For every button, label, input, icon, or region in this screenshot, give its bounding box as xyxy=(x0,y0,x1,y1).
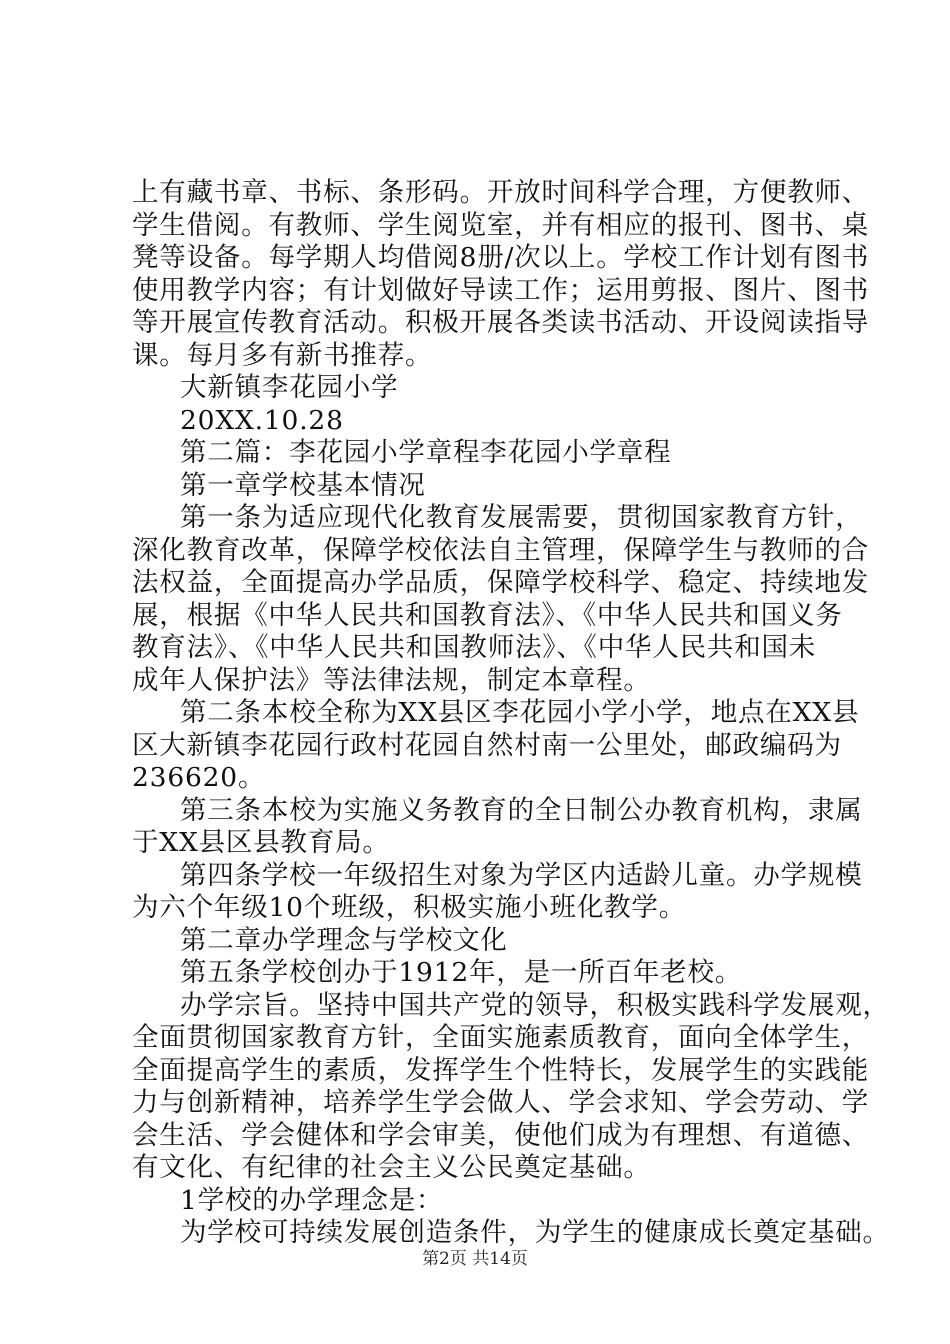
text-line: 上有藏书章、书标、条形码。开放时间科学合理，方便教师、 xyxy=(132,177,870,208)
signature-date: 20XX.10.28 xyxy=(180,404,344,436)
text-line: 会生活、学会健体和学会审美，使他们成为有理想、有道德、 xyxy=(132,1119,870,1151)
text-line: 全面提高学生的素质，发挥学生个性特长，发展学生的实践能 xyxy=(132,1054,870,1086)
text-line: 课。每月多有新书推荐。 xyxy=(132,339,433,371)
text-line: 等开展宣传教育活动。积极开展各类读书活动、开设阅读指导 xyxy=(132,307,870,338)
text-line: 展，根据《中华人民共和国教育法》、《中华人民共和国义务 xyxy=(132,599,843,631)
text-line: 深化教育改革，保障学校依法自主管理，保障学生与教师的合 xyxy=(132,534,870,566)
text-line: 为学校可持续发展创造条件，为学生的健康成长奠定基础。 xyxy=(180,1217,890,1248)
text-line: 第二条本校全称为XX县区李花园小学小学，地点在XX县 xyxy=(180,697,860,728)
text-line: 成年人保护法》等法律法规，制定本章程。 xyxy=(132,664,651,696)
text-line: 有文化、有纪律的社会主义公民奠定基础。 xyxy=(132,1152,651,1183)
text-line: 区大新镇李花园行政村花园自然村南一公里处，邮政编码为 xyxy=(132,729,842,761)
chapter-heading: 第一章学校基本情况 xyxy=(180,469,426,501)
page-footer: 第2页 共14页 xyxy=(422,1249,528,1269)
text-line: 第一条为适应现代化教育发展需要，贯彻国家教育方针， xyxy=(180,502,863,533)
text-line: 于XX县区县教育局。 xyxy=(132,827,390,858)
text-line: 1学校的办学理念是： xyxy=(180,1184,444,1216)
text-line: 第五条学校创办于1912年，是一所百年老校。 xyxy=(180,957,743,988)
text-line: 力与创新精神，培养学生学会做人、学会求知、学会劳动、学 xyxy=(132,1087,870,1118)
chapter-heading: 第二章办学理念与学校文化 xyxy=(180,924,508,956)
signature-school: 大新镇李花园小学 xyxy=(180,372,399,403)
text-line: 第三条本校为实施义务教育的全日制公办教育机构，隶属 xyxy=(180,794,863,826)
text-line: 使用教学内容；有计划做好导读工作；运用剪报、图片、图书 xyxy=(132,274,870,306)
text-line: 办学宗旨。坚持中国共产党的领导，积极实践科学发展观， xyxy=(180,989,890,1021)
text-line: 法权益，全面提高办学品质，保障学校科学、稳定、持续地发 xyxy=(132,567,870,598)
section-title: 第二篇：李花园小学章程李花园小学章程 xyxy=(180,437,672,468)
text-line: 凳等设备。每学期人均借阅8册/次以上。学校工作计划有图书 xyxy=(132,242,870,273)
text-line: 学生借阅。有教师、学生阅览室，并有相应的报刊、图书、桌 xyxy=(132,209,870,241)
text-line: 为六个年级10个班级，积极实施小班化教学。 xyxy=(132,892,687,923)
text-line: 236620。 xyxy=(132,762,266,793)
text-line: 第四条学校一年级招生对象为学区内适龄儿童。办学规模 xyxy=(180,859,863,891)
text-line: 教育法》、《中华人民共和国教师法》、《中华人民共和国未 xyxy=(132,632,817,663)
text-line: 全面贯彻国家教育方针，全面实施素质教育，面向全体学生， xyxy=(132,1022,870,1053)
